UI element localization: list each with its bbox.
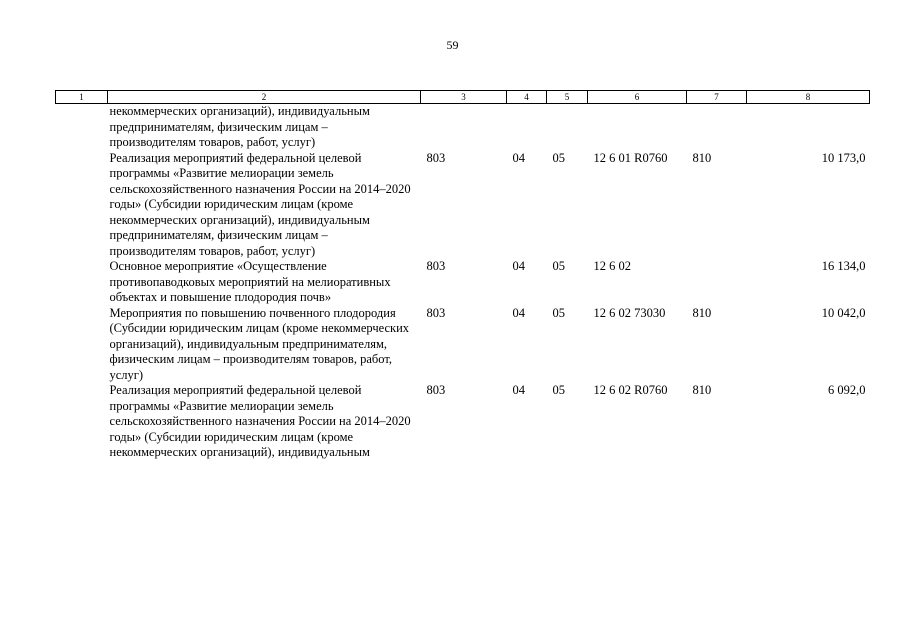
row-target-article: 12 6 02 R0760 <box>593 383 668 397</box>
row-sum: 6 092,0 <box>828 383 866 397</box>
column-header-8: 8 <box>747 91 870 104</box>
row-name: Основное мероприятие «Осуществление противопаводковых мероприятий на мелиоративных объектах и повышение плодородия почв» <box>109 259 391 304</box>
row-subsection: 05 <box>552 150 565 165</box>
page-number: 59 <box>446 38 459 52</box>
budget-table <box>55 90 870 461</box>
table-row <box>56 383 870 461</box>
row-expense-type <box>687 259 747 306</box>
row-sum: 10 173,0 <box>821 150 866 165</box>
column-number-header-row <box>56 91 870 104</box>
row-name: некоммерческих организаций), индивидуальным предпринимателям, физическим лицам – производителям товаров, работ, услуг) <box>109 104 370 149</box>
row-subsection: 05 <box>552 259 565 273</box>
column-header-3: 3 <box>421 91 507 104</box>
table-row <box>56 151 870 260</box>
row-expense-type: 810 <box>692 305 712 320</box>
row-section: 04 <box>512 305 525 320</box>
table-row <box>56 104 870 151</box>
column-header-6: 6 <box>588 91 687 104</box>
row-subsection: 05 <box>552 305 565 320</box>
row-target-article: 12 6 02 73030 <box>593 305 666 320</box>
row-section: 04 <box>512 259 525 273</box>
row-grbs: 803 <box>426 305 446 320</box>
row-grbs <box>421 104 507 151</box>
table-row <box>56 259 870 306</box>
column-header-2: 2 <box>108 91 421 104</box>
row-name: Реализация мероприятий федеральной целевой программы «Развитие мелиорации земель сельскохозяйственного назначения России на 2014–2020 годы» (Субсидии юридическим лицам (кроме некоммерческих организаций), индивидуальным предпринимателям, физическим лицам – производителям товаров, работ, услуг) <box>109 150 411 258</box>
column-header-7: 7 <box>687 91 747 104</box>
row-name: Реализация мероприятий федеральной целевой программы «Развитие мелиорации земель сельскохозяйственного назначения России на 2014–2020 годы» (Субсидии юридическим лицам (кроме некоммерческих организаций), индивидуальным <box>109 383 411 459</box>
row-grbs: 803 <box>426 259 446 273</box>
row-sum <box>747 104 870 151</box>
row-subsection <box>547 104 588 151</box>
row-section: 04 <box>512 150 525 165</box>
row-target-article <box>588 104 687 151</box>
column-header-5: 5 <box>547 91 588 104</box>
column-header-1: 1 <box>56 91 108 104</box>
row-expense-type: 810 <box>692 150 712 165</box>
row-sum: 10 042,0 <box>821 305 866 320</box>
row-subsection: 05 <box>552 383 565 397</box>
row-expense-type <box>687 104 747 151</box>
row-section <box>507 104 547 151</box>
row-grbs: 803 <box>426 150 446 165</box>
row-section: 04 <box>512 383 525 397</box>
row-grbs: 803 <box>426 383 446 397</box>
row-target-article: 12 6 01 R0760 <box>593 150 668 165</box>
row-name: Мероприятия по повышению почвенного плодородия (Субсидии юридическим лицам (кроме некоммерческих организаций), индивидуальным предпринимателям, физическим лицам – производителям товаров, работ, услуг) <box>109 305 410 382</box>
row-expense-type: 810 <box>692 383 712 397</box>
column-header-4: 4 <box>507 91 547 104</box>
table-row <box>56 306 870 384</box>
row-target-article: 12 6 02 <box>593 259 631 273</box>
row-sum: 16 134,0 <box>821 259 866 273</box>
